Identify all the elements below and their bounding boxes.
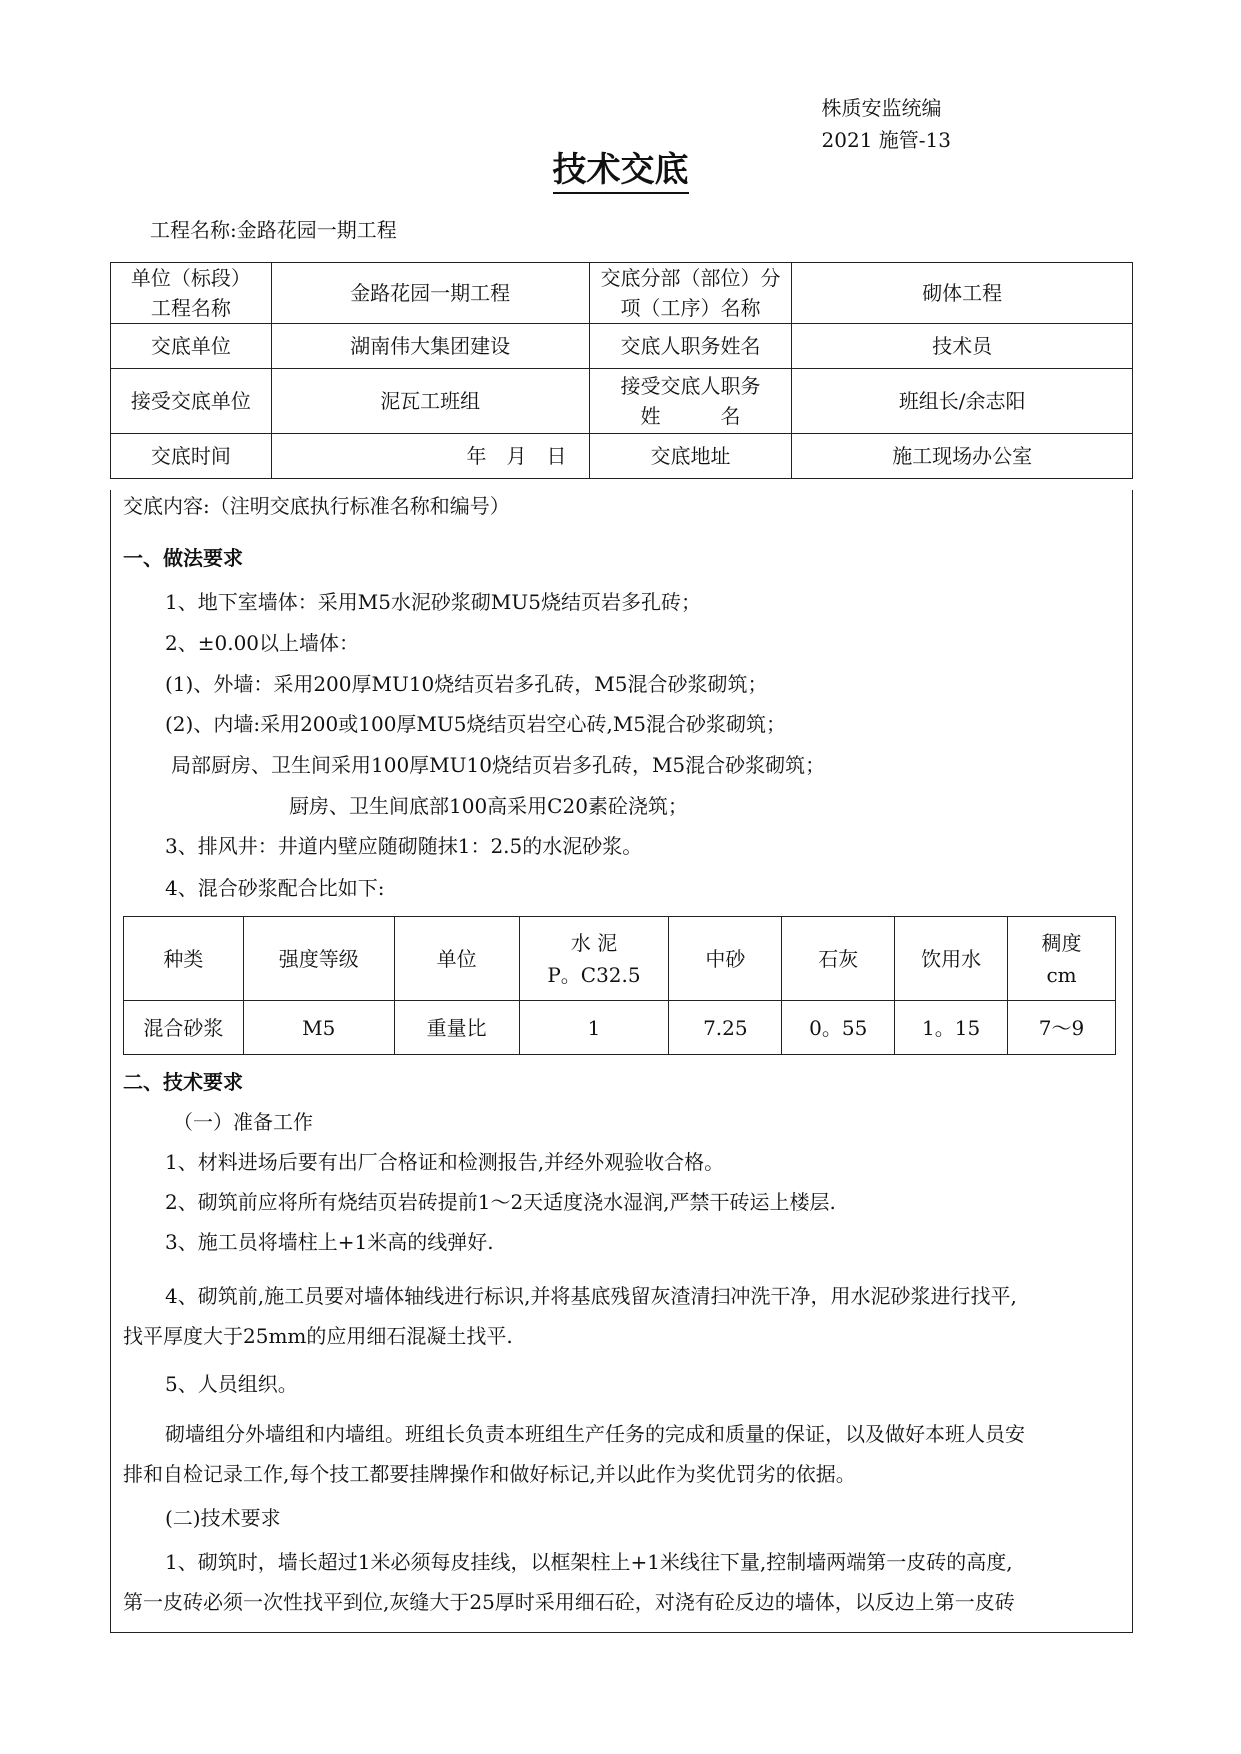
info-table <box>110 262 1133 479</box>
mix-cell: 1。15 <box>895 1001 1008 1055</box>
mix-header: 水 泥 P。C32.5 <box>519 917 669 1001</box>
s1-item: (1)、外墙：采用200厚MU10烧结页岩多孔砖，M5混合砂浆砌筑； <box>165 672 768 696</box>
section-2a-title: （一）准备工作 <box>173 1110 313 1134</box>
mix-header: 稠度 cm <box>1008 917 1116 1001</box>
label-division: 交底分部（部位）分 项（工序）名称 <box>589 263 792 324</box>
s2a-item: 4、砌筑前,施工员要对墙体轴线进行标识,并将基底残留灰渣清扫冲洗干净，用水泥砂浆进行找平, <box>165 1284 1017 1308</box>
label-issuer-person: 交底人职务姓名 <box>589 324 792 369</box>
value-receiver-person: 班组长/余志阳 <box>792 369 1133 434</box>
label-issuer-unit: 交底单位 <box>111 324 272 369</box>
form-code: 2021 施管-13 <box>821 128 951 152</box>
page-title: 技术交底 <box>0 142 1241 191</box>
s1-item: 2、±0.00以上墙体： <box>165 631 360 655</box>
mix-cell: 1 <box>519 1001 669 1055</box>
mix-cell: 7～9 <box>1008 1001 1116 1055</box>
s2a-item: 排和自检记录工作,每个技工都要挂牌操作和做好标记,并以此作为奖优罚劣的依据。 <box>123 1462 856 1486</box>
s2a-item: 3、施工员将墙柱上+1米高的线弹好. <box>165 1230 494 1254</box>
s2a-item: 砌墙组分外墙组和内墙组。班组长负责本班组生产任务的完成和质量的保证，以及做好本班人员安 <box>165 1422 1025 1446</box>
s1-item: 4、混合砂浆配合比如下: <box>165 876 385 900</box>
value-receiver-unit: 泥瓦工班组 <box>271 369 589 434</box>
s2b-item: 第一皮砖必须一次性找平到位,灰缝大于25厚时采用细石砼，对浇有砼反边的墙体，以反边上第一皮砖 <box>123 1590 1015 1614</box>
label-location: 交底地址 <box>589 434 792 479</box>
mix-ratio-table <box>123 916 1116 1055</box>
s2a-item: 1、材料进场后要有出厂合格证和检测报告,并经外观验收合格。 <box>165 1150 725 1174</box>
s2a-item: 2、砌筑前应将所有烧结页岩砖提前1～2天适度浇水湿润,严禁干砖运上楼层. <box>165 1190 836 1214</box>
s2a-item: 找平厚度大于25mm的应用细石混凝土找平. <box>123 1324 513 1348</box>
mix-header: 种类 <box>124 917 244 1001</box>
label-time: 交底时间 <box>111 434 272 479</box>
section-2b-title: (二)技术要求 <box>165 1506 281 1530</box>
mix-header: 中砂 <box>669 917 782 1001</box>
info-row-unit <box>111 263 1133 324</box>
label-receiver-person: 接受交底人职务 姓 名 <box>589 369 792 434</box>
mix-cell: M5 <box>243 1001 394 1055</box>
mix-header: 饮用水 <box>895 917 1008 1001</box>
content-intro: 交底内容:（注明交底执行标准名称和编号） <box>123 494 510 518</box>
value-issuer-unit: 湖南伟大集团建设 <box>271 324 589 369</box>
mix-header: 强度等级 <box>243 917 394 1001</box>
s2a-item: 5、人员组织。 <box>165 1372 298 1396</box>
value-project: 金路花园一期工程 <box>271 263 589 324</box>
mix-data-row <box>124 1001 1116 1055</box>
label-unit: 单位（标段） 工程名称 <box>111 263 272 324</box>
mix-cell: 重量比 <box>394 1001 519 1055</box>
project-name-line: 工程名称:金路花园一期工程 <box>150 218 397 242</box>
s1-item: 3、排风井：井道内壁应随砌随抹1：2.5的水泥砂浆。 <box>165 834 643 858</box>
value-location: 施工现场办公室 <box>792 434 1133 479</box>
info-row-receiver <box>111 369 1133 434</box>
mix-header: 单位 <box>394 917 519 1001</box>
org-label: 株质安监统编 <box>821 96 942 120</box>
s2b-item: 1、砌筑时，墙长超过1米必须每皮挂线，以框架柱上+1米线往下量,控制墙两端第一皮砖的高度, <box>165 1550 1013 1574</box>
value-time: 年 月 日 <box>271 434 589 479</box>
value-issuer-person: 技术员 <box>792 324 1133 369</box>
s1-item: 1、地下室墙体：采用M5水泥砂浆砌MU5烧结页岩多孔砖； <box>165 590 701 614</box>
section-1-title: 一、做法要求 <box>123 546 243 570</box>
section-2-title: 二、技术要求 <box>123 1070 243 1094</box>
mix-cell: 0。55 <box>782 1001 895 1055</box>
content-area <box>110 490 1133 1633</box>
s1-item: 厨房、卫生间底部100高采用C20素砼浇筑； <box>289 794 688 818</box>
mix-header: 石灰 <box>782 917 895 1001</box>
s1-item: 局部厨房、卫生间采用100厚MU10烧结页岩多孔砖，M5混合砂浆砌筑； <box>171 753 826 777</box>
s1-item: (2)、内墙:采用200或100厚MU5烧结页岩空心砖,M5混合砂浆砌筑； <box>165 712 787 736</box>
mix-cell: 7.25 <box>669 1001 782 1055</box>
mix-header-row <box>124 917 1116 1001</box>
mix-cell: 混合砂浆 <box>124 1001 244 1055</box>
info-row-issuer <box>111 324 1133 369</box>
value-division: 砌体工程 <box>792 263 1133 324</box>
label-receiver-unit: 接受交底单位 <box>111 369 272 434</box>
info-row-time <box>111 434 1133 479</box>
